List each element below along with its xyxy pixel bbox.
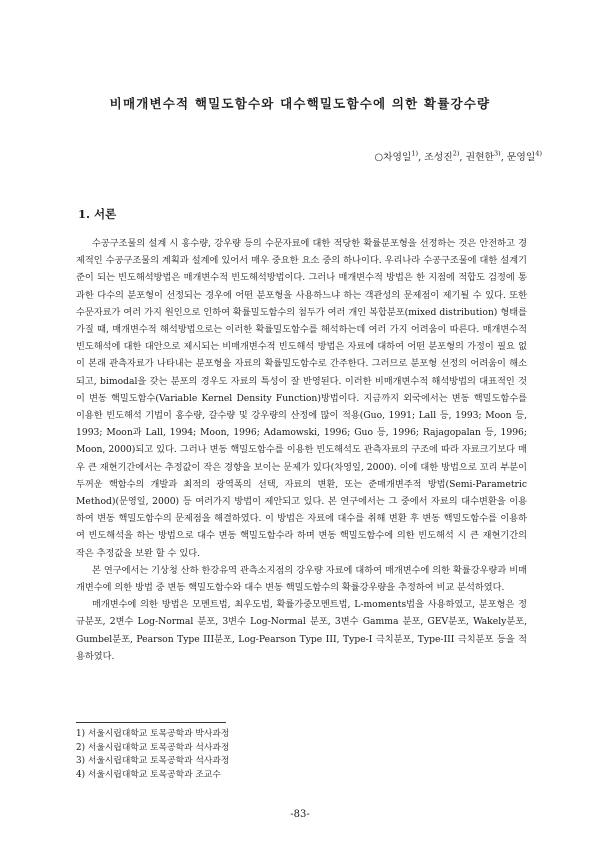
author-footnote-mark: 2) — [452, 149, 460, 158]
author-name: 문영일 — [506, 152, 536, 163]
author-separator: , — [459, 152, 466, 163]
author-footnote-mark: 4) — [535, 149, 542, 158]
footnote: 2) 서울시립대학교 토목공학과 석사과정 — [76, 742, 230, 753]
paragraph: 수공구조물의 설계 시 홍수량, 강우량 등의 수문자료에 대한 적당한 확률분포형을 선정하는 것은 안전하고 경제적인 수공구조물의 계획과 설계에 있어서 매우 중요한 요소 중의 하나이다. 우리나라 수공구조물에 대한 설계기준이 되는 빈도해석방법은 매개변수적 빈도해석방법이다. 그러나 매개변수적 방법은 한 지점에 적합도 검정에 통과한 다수의 분포형이 선정되는 경우에 어떤 분포형을 사용하느냐 하는 객관성의 문제점이 제기될 수 있다. 또한 수문자료가 여러 가지 원인으로 인하여 확률밀도함수의 첨두가 여러 개인 복합분포(mixed distribution) 형태를 가질 때, 매개변수적 해석방법으로는 이러한 확률밀도함수를 해석하는데 여러 가지 어려움이 따른다. 매개변수적 빈도해석에 대한 대안으로 제시되는 비매개변수적 빈도해석 방법은 자료에 대하여 어떤 분포형의 가정이 필요 없이 본래 관측자료가 나타내는 분포형을 자료의 확률밀도함수로 간주한다. 그러므로 분포형 선정의 어려움이 해소되고, bimodal을 갖는 분포의 경우도 자료의 특성이 잘 반영된다. 이러한 비매개변수적 해석방법의 대표적인 것이 변동 핵밀도함수(Variable Kernel Density Function)방법이다. 지금까지 외국에서는 변동 핵밀도함수를 이용한 빈도해석 기법이 홍수량, 갈수량 및 강우량의 산정에 많이 적용(Guo, 1991; Lall 등, 1993; Moon 등, 1993; Moon과 Lall, 1994; Moon, 1996; Adamowski, 1996; Guo 등, 1996; Rajagopalan 등, 1996; Moon, 2000)되고 있다. 그러나 변동 핵밀도함수를 이용한 빈도해석도 관측자료의 구조에 따라 자료크기보다 매우 큰 재현기간에서는 추정값이 작은 경향을 보이는 문제가 있다(차영일, 2000). 이에 대한 방법으로 꼬리 부분이 두꺼운 핵함수의 개발과 최적의 광역폭의 선택, 자료의 변환, 또는 준매개변주적 방법(Semi-Parametric Method)(문영일, 2000) 등 여러가지 방법이 제안되고 있다. 본 연구에서는 그 중에서 자료의 대수변환을 이용하여 변동 핵밀도함수의 문제점을 해결하였다. 이 방법은 자료에 대수를 취해 변환 후 변동 핵밀도함수를 이용하여 빈도해석을 하는 방법으로 대수 변동 핵밀도함수라 하며 변동 핵밀도함수에 의한 빈도해석 시 큰 재현기간의 작은 추정값을 보완 할 수 있다. — [76, 238, 527, 559]
page-number: -83- — [290, 809, 310, 820]
author-list — [374, 149, 542, 163]
author-name: ○차영일 — [374, 152, 412, 163]
paragraph: 본 연구에서는 기상청 산하 한강유역 관측소지점의 강우량 자료에 대하여 매개변수에 의한 확률강우량과 비매개변수에 의한 방법 중 변동 핵밀도함수와 대수 변동 핵밀도함수의 확률강우량을 추정하여 비교 분석하였다. — [76, 564, 527, 594]
author-name: 조성진 — [424, 152, 453, 163]
author-name: 권현한 — [465, 152, 495, 163]
author-footnote-mark: 3) — [494, 149, 501, 158]
footnote: 1) 서울시립대학교 토목공학과 박사과정 — [76, 729, 230, 739]
footnote: 4) 서울시립대학교 토목공학과 조교수 — [76, 769, 221, 780]
paragraph: 매개변수에 의한 방법은 모멘트법, 최우도법, 확률가중모멘트법, L-moments법을 사용하였고, 분포형은 정규분포, 2변수 Log-Normal 분포, 3변수 Log-Normal 분포, 3변수 Gamma 분포, GEV분포, Wakely분포, Gumbel분포, Pearson Type III분포, Log-Pearson Type III, Type-I 극치분포, Type-III 극치분포 등을 적용하였다. — [76, 599, 527, 662]
footnote-divider — [76, 722, 226, 723]
author-footnote-mark: 1) — [411, 149, 419, 158]
author-separator: , — [418, 152, 425, 163]
body-text — [76, 235, 527, 665]
paper-title: 비매개변수적 핵밀도함수와 대수핵밀도함수에 의한 확률강수량 — [109, 96, 491, 111]
footnote-list — [76, 728, 229, 782]
author-separator: , — [500, 152, 507, 163]
footnote: 3) 서울시립대학교 토목공학과 석사과정 — [76, 756, 230, 767]
section-heading: 1. 서론 — [78, 207, 117, 221]
